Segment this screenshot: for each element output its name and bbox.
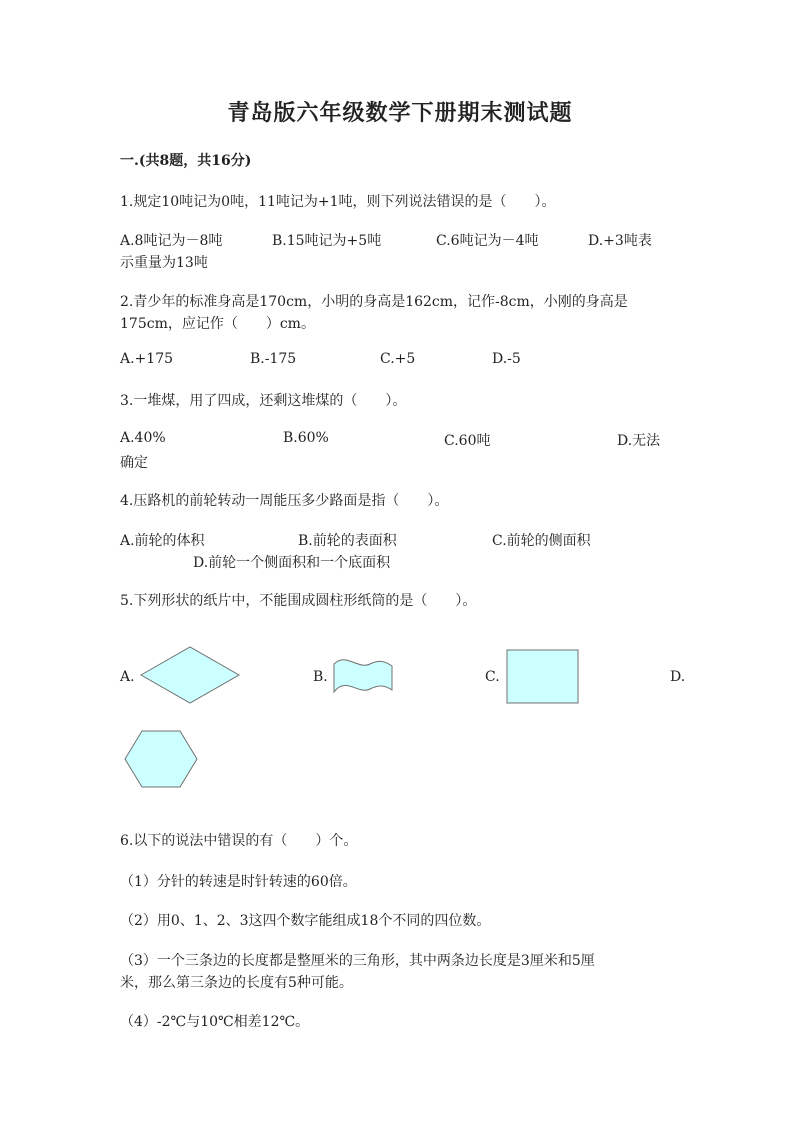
hexagon-polygon: [125, 731, 197, 787]
question-2-stem-line-1: 2.青少年的标准身高是170cm，小明的身高是162cm，记作-8cm，小刚的身高是: [120, 294, 628, 310]
question-1-option-d: D.+3吨表: [588, 233, 652, 249]
question-5-label-c: C.: [485, 669, 500, 685]
question-5-label-d: D.: [670, 669, 686, 685]
page-title: 青岛版六年级数学下册期末测试题: [227, 100, 573, 126]
question-2-option-b: B.-175: [250, 351, 297, 367]
question-4-option-a: A.前轮的体积: [120, 533, 205, 549]
question-6-item-4: （4）-2℃与10℃相差12℃。: [120, 1014, 310, 1030]
question-6-stem: 6.以下的说法中错误的有（ ）个。: [120, 833, 358, 849]
question-3-option-c: C.60吨: [444, 433, 491, 449]
question-3-option-a: A.40%: [120, 430, 166, 446]
question-5-stem: 5.下列形状的纸片中，不能围成圆柱形纸筒的是（ ）。: [120, 593, 477, 609]
question-3-option-d-wrap: 确定: [120, 455, 148, 471]
question-6-item-1: （1）分针的转速是时针转速的60倍。: [120, 874, 357, 890]
question-1-option-b: B.15吨记为+5吨: [272, 233, 382, 249]
rhombus-shape: [140, 646, 240, 704]
question-5-label-a: A.: [120, 669, 135, 685]
question-3-stem: 3.一堆煤，用了四成，还剩这堆煤的（ ）。: [120, 393, 407, 409]
question-6-item-2: （2）用0、1、2、3这四个数字能组成18个不同的四位数。: [120, 913, 491, 929]
rectangle-shape: [506, 649, 579, 704]
question-1-option-d-wrap: 示重量为13吨: [120, 255, 208, 271]
question-6-item-3-line-1: （3）一个三条边的长度都是整厘米的三角形，其中两条边长度是3厘米和5厘: [120, 953, 595, 969]
question-3-option-d: D.无法: [617, 433, 661, 449]
rectangle-rect: [507, 650, 578, 703]
wavy-paper-path: [334, 660, 392, 692]
question-6-item-3-line-2: 米，那么第三条边的长度有5种可能。: [120, 975, 353, 991]
question-2-stem-line-2: 175cm，应记作（ ）cm。: [120, 316, 315, 332]
question-5-label-b: B.: [313, 669, 328, 685]
question-2-option-c: C.+5: [380, 351, 416, 367]
rhombus-polygon: [141, 647, 239, 703]
question-1-option-c: C.6吨记为－4吨: [436, 233, 539, 249]
question-1-option-a: A.8吨记为－8吨: [120, 233, 223, 249]
section-heading: 一.(共8题，共16分): [120, 153, 252, 169]
question-4-option-c: C.前轮的侧面积: [492, 533, 591, 549]
question-4-option-d: D.前轮一个侧面积和一个底面积: [193, 555, 391, 571]
question-2-option-d: D.-5: [492, 351, 521, 367]
wavy-paper-shape: [332, 656, 394, 700]
question-2-option-a: A.+175: [120, 351, 174, 367]
hexagon-shape: [123, 729, 199, 789]
question-4-stem: 4.压路机的前轮转动一周能压多少路面是指（ ）。: [120, 493, 449, 509]
question-3-option-b: B.60%: [283, 430, 329, 446]
question-1-stem: 1.规定10吨记为0吨，11吨记为+1吨，则下列说法错误的是（ ）。: [120, 194, 556, 210]
question-4-option-b: B.前轮的表面积: [298, 533, 397, 549]
